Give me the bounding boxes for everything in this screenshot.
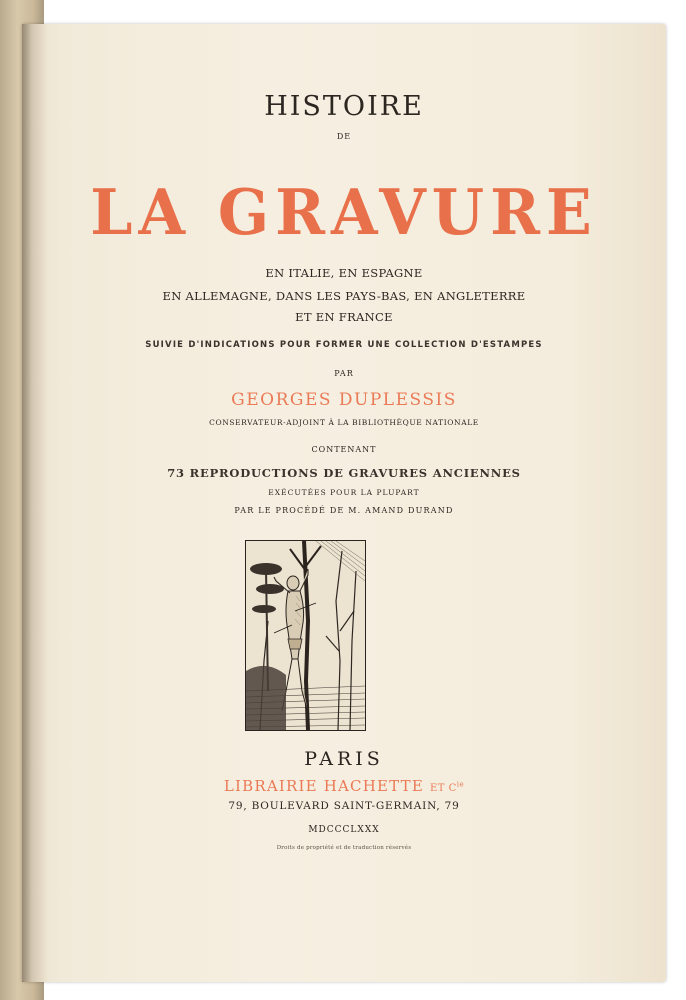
executees-line: EXÉCUTÉES POUR LA PLUPART xyxy=(268,488,420,497)
subtitle-line-1: EN ITALIE, EN ESPAGNE xyxy=(265,266,423,280)
publication-date: MDCCCLXXX xyxy=(308,825,380,835)
publisher-suffix-sup: ie xyxy=(456,780,465,789)
subtitle-line-3: ET EN FRANCE xyxy=(295,310,393,324)
engraving-vignette xyxy=(245,540,366,731)
publisher-address: 79, BOULEVARD SAINT-GERMAIN, 79 xyxy=(228,800,460,812)
title-de: DE xyxy=(336,132,352,141)
publisher-suffix-text: ET C xyxy=(429,783,457,794)
contenant-label: CONTENANT xyxy=(311,445,377,454)
title-histoire: HISTOIRE xyxy=(264,91,424,122)
author-role: CONSERVATEUR-ADJOINT À LA BIBLIOTHÈQUE NATIONALE xyxy=(209,418,479,427)
reproductions-line: 73 REPRODUCTIONS DE GRAVURES ANCIENNES xyxy=(167,466,521,480)
saint-sebastian-engraving-image xyxy=(246,541,365,730)
place-paris: PARIS xyxy=(304,748,384,770)
rights-notice: Droits de propriété et de traduction réservés xyxy=(276,845,412,851)
title-page xyxy=(22,24,666,982)
title-la-gravure: LA GRAVURE xyxy=(90,176,598,250)
spine-shadow xyxy=(22,24,32,982)
par-label: PAR xyxy=(334,369,354,378)
subtitle-suivie: SUIVIE D'INDICATIONS POUR FORMER UNE COLLECTION D'ESTAMPES xyxy=(145,340,543,350)
author-name: GEORGES DUPLESSIS xyxy=(231,390,457,410)
publisher-line xyxy=(22,777,666,795)
publisher-suffix xyxy=(429,780,465,794)
subtitle-line-2: EN ALLEMAGNE, DANS LES PAYS-BAS, EN ANGLETERRE xyxy=(162,289,526,303)
procede-line: PAR LE PROCÉDÉ DE M. AMAND DURAND xyxy=(234,506,454,515)
publisher-name: LIBRAIRIE HACHETTE xyxy=(223,777,424,795)
